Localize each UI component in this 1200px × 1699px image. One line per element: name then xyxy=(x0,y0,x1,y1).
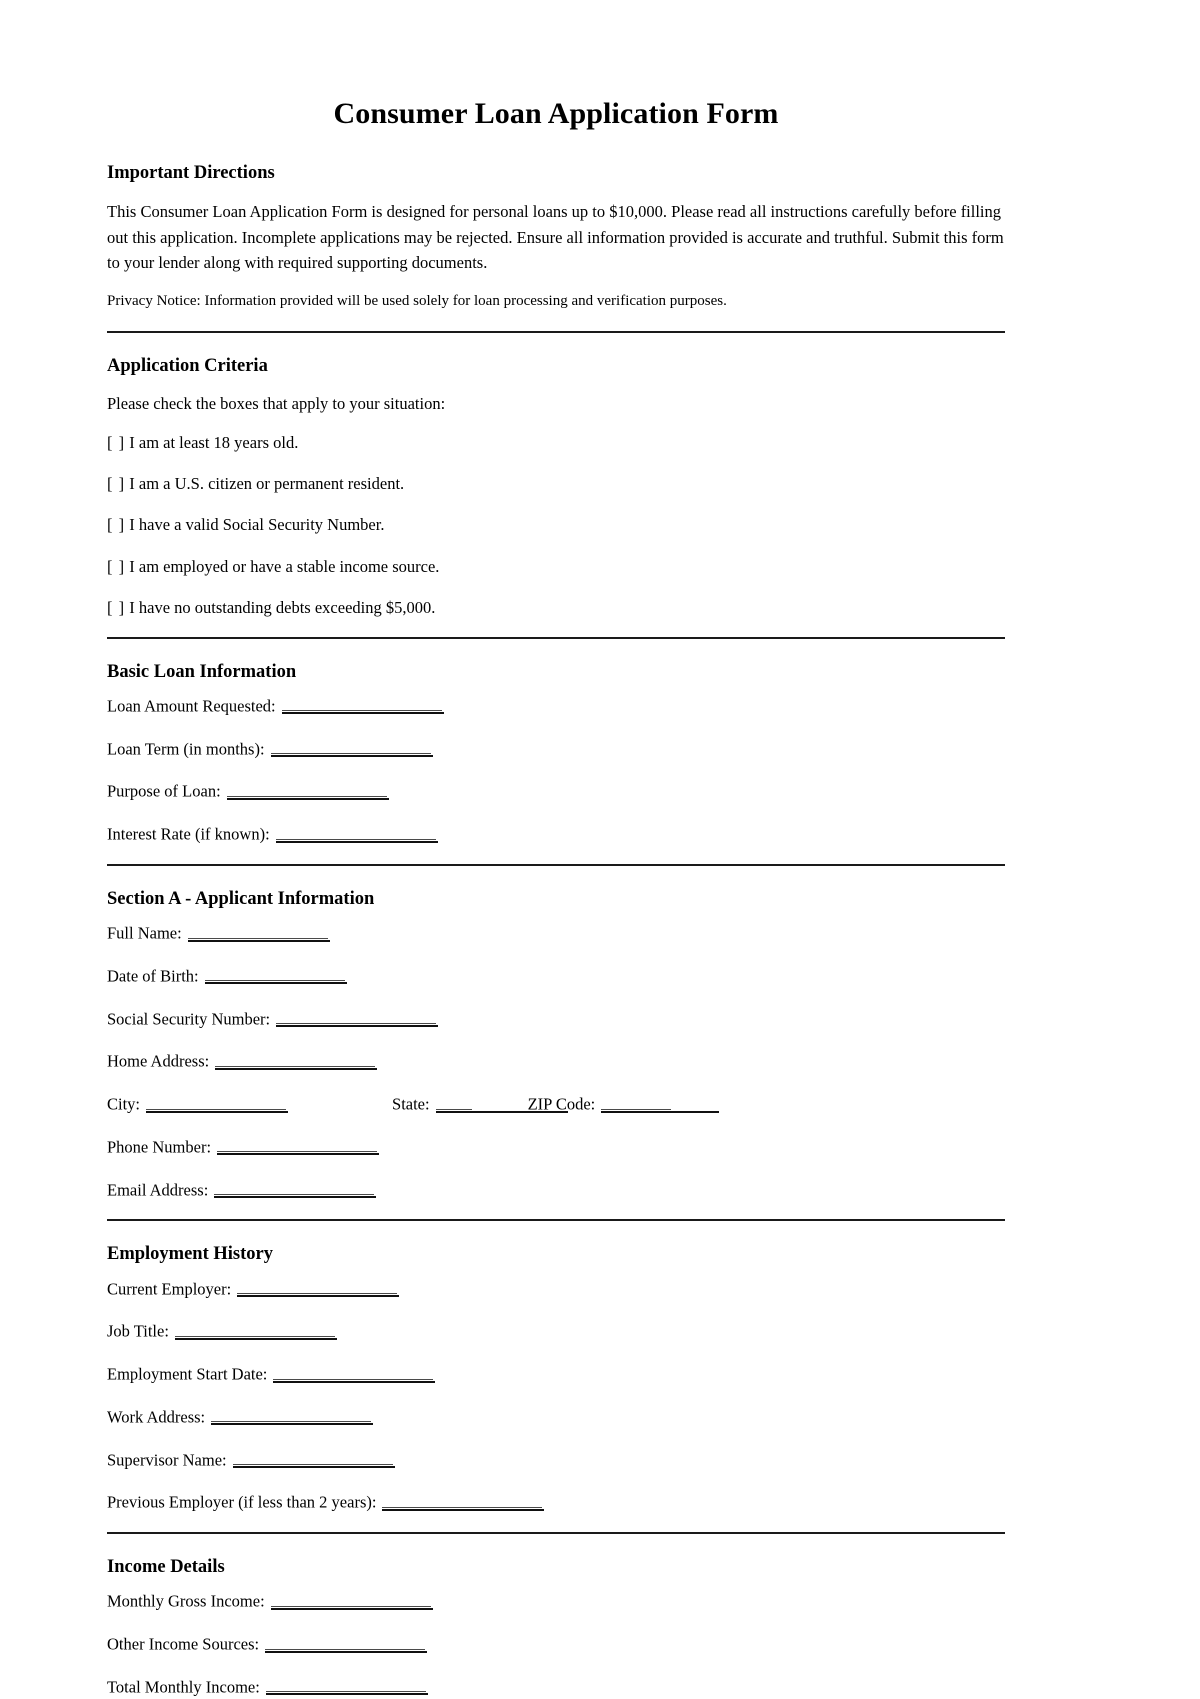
field-label: Previous Employer (if less than 2 years): xyxy=(107,1492,377,1512)
criteria-item-label: I have no outstanding debts exceeding $5,000. xyxy=(129,597,436,617)
criteria-checkbox-row[interactable] xyxy=(107,431,1005,454)
field-row-loan-amount-requested xyxy=(107,694,1005,718)
checkbox-icon[interactable]: [ ] xyxy=(107,433,126,453)
purpose-of-loan-input[interactable] xyxy=(227,779,387,797)
full-name-input[interactable] xyxy=(188,921,328,939)
total-monthly-income-input[interactable] xyxy=(266,1675,426,1693)
criteria-item-label: I am a U.S. citizen or permanent resident. xyxy=(129,474,405,494)
field-row-purpose-of-loan xyxy=(107,779,1005,803)
section-heading-important-directions: Important Directions xyxy=(107,163,275,183)
section-divider xyxy=(107,331,1005,333)
criteria-item-label: I have a valid Social Security Number. xyxy=(129,515,385,535)
criteria-checkbox-row[interactable] xyxy=(107,555,1005,578)
section-heading-application-criteria: Application Criteria xyxy=(107,356,268,377)
criteria-checkbox-row[interactable] xyxy=(107,596,1005,619)
section-divider xyxy=(107,1219,1005,1221)
section-income-details xyxy=(107,1556,1005,1698)
page-title: Consumer Loan Application Form xyxy=(333,97,779,130)
field-label: Other Income Sources: xyxy=(107,1634,260,1654)
field-row-social-security-number xyxy=(107,1007,1005,1031)
field-label: Current Employer: xyxy=(107,1279,232,1299)
email-address-input[interactable] xyxy=(214,1178,374,1196)
field-label-city: City: xyxy=(107,1094,141,1114)
field-label: Monthly Gross Income: xyxy=(107,1591,265,1611)
section-application-criteria xyxy=(107,355,1005,619)
field-label: Date of Birth: xyxy=(107,966,199,986)
field-label: Work Address: xyxy=(107,1407,206,1427)
field-row-previous-employer xyxy=(107,1490,1005,1514)
field-row-full-name xyxy=(107,921,1005,945)
field-label: Phone Number: xyxy=(107,1137,212,1157)
field-row-monthly-gross-income xyxy=(107,1589,1005,1613)
field-label: Loan Amount Requested: xyxy=(107,696,276,716)
social-security-number-input[interactable] xyxy=(276,1007,436,1025)
field-label: Interest Rate (if known): xyxy=(107,824,270,844)
section-applicant-information xyxy=(107,888,1005,1201)
section-heading-employment-history: Employment History xyxy=(107,1244,273,1265)
other-income-sources-input[interactable] xyxy=(265,1632,425,1650)
criteria-checkbox-row[interactable] xyxy=(107,472,1005,495)
field-label: Total Monthly Income: xyxy=(107,1677,260,1697)
current-employer-input[interactable] xyxy=(237,1277,397,1295)
section-divider xyxy=(107,864,1005,866)
section-divider xyxy=(107,637,1005,639)
zip-code-input[interactable] xyxy=(601,1092,671,1110)
phone-number-input[interactable] xyxy=(217,1135,377,1153)
criteria-checkbox-row[interactable] xyxy=(107,513,1005,536)
job-title-input[interactable] xyxy=(175,1319,335,1337)
field-row-total-monthly-income xyxy=(107,1675,1005,1699)
field-row-supervisor-name xyxy=(107,1448,1005,1472)
field-row-other-income-sources xyxy=(107,1632,1005,1656)
field-label: Job Title: xyxy=(107,1321,169,1341)
field-label: Supervisor Name: xyxy=(107,1450,227,1470)
field-row-phone-number xyxy=(107,1135,1005,1159)
section-divider xyxy=(107,1532,1005,1534)
monthly-gross-income-input[interactable] xyxy=(271,1589,431,1607)
field-row-loan-term xyxy=(107,737,1005,761)
interest-rate-input[interactable] xyxy=(276,822,436,840)
loan-amount-requested-input[interactable] xyxy=(282,694,442,712)
section-basic-loan-information xyxy=(107,661,1005,846)
checkbox-icon[interactable]: [ ] xyxy=(107,474,126,494)
field-row-current-employer xyxy=(107,1277,1005,1301)
privacy-notice-text: Privacy Notice: Information provided will be used solely for loan processing and verification purposes. xyxy=(107,292,727,309)
field-row-work-address xyxy=(107,1405,1005,1429)
directions-body-text: This Consumer Loan Application Form is designed for personal loans up to $10,000. Please read all instructions carefully before filling out this application. Incomplete applications may be rejected. Ensure all information provided is accurate and truthful. Submit this form to your lender along with required supporting documents. xyxy=(107,202,1004,273)
field-label: Loan Term (in months): xyxy=(107,739,265,759)
field-row-city-state-zip xyxy=(107,1092,1005,1116)
field-row-interest-rate xyxy=(107,822,1005,846)
field-row-home-address xyxy=(107,1049,1005,1073)
home-address-input[interactable] xyxy=(215,1049,375,1067)
checkbox-icon[interactable]: [ ] xyxy=(107,515,126,535)
state-input[interactable] xyxy=(436,1092,472,1110)
employment-start-date-input[interactable] xyxy=(273,1362,433,1380)
checkbox-icon[interactable]: [ ] xyxy=(107,556,126,576)
section-heading-income-details: Income Details xyxy=(107,1557,225,1578)
section-heading-basic-loan-information: Basic Loan Information xyxy=(107,661,297,682)
field-label: Full Name: xyxy=(107,923,182,943)
criteria-intro-text: Please check the boxes that apply to your situation: xyxy=(107,394,446,414)
field-row-employment-start-date xyxy=(107,1362,1005,1386)
checkbox-icon[interactable]: [ ] xyxy=(107,597,126,617)
field-row-date-of-birth xyxy=(107,964,1005,988)
field-label: Email Address: xyxy=(107,1180,209,1200)
field-label: Home Address: xyxy=(107,1051,210,1071)
loan-term-input[interactable] xyxy=(271,737,431,755)
field-row-email-address xyxy=(107,1178,1005,1202)
field-label: Social Security Number: xyxy=(107,1009,271,1029)
previous-employer-input[interactable] xyxy=(382,1490,542,1508)
work-address-input[interactable] xyxy=(211,1405,371,1423)
field-row-job-title xyxy=(107,1319,1005,1343)
section-employment-history xyxy=(107,1243,1005,1514)
field-label-zip-code: ZIP Code: xyxy=(527,1094,596,1114)
section-important-directions xyxy=(107,162,1005,313)
date-of-birth-input[interactable] xyxy=(205,964,345,982)
supervisor-name-input[interactable] xyxy=(233,1448,393,1466)
criteria-item-label: I am employed or have a stable income source. xyxy=(129,556,440,576)
city-input[interactable] xyxy=(146,1092,286,1110)
criteria-item-label: I am at least 18 years old. xyxy=(129,433,299,453)
field-label-state: State: xyxy=(392,1094,430,1114)
field-label: Employment Start Date: xyxy=(107,1364,268,1384)
field-label: Purpose of Loan: xyxy=(107,781,221,801)
section-heading-applicant-information: Section A - Applicant Information xyxy=(107,888,375,909)
